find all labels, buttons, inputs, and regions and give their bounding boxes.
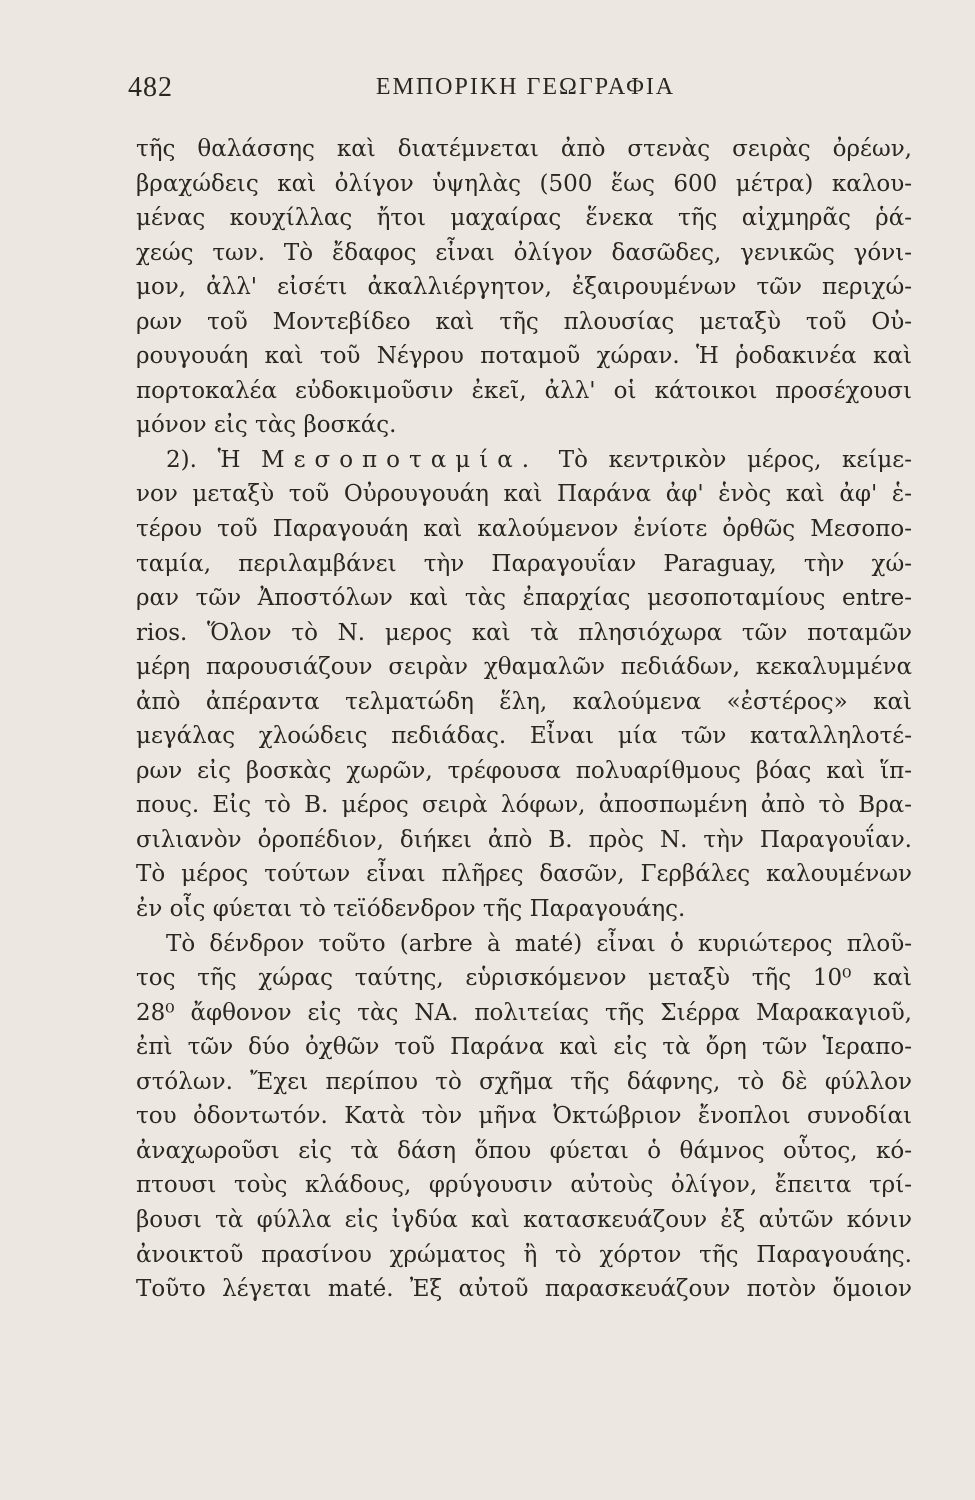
page-header — [128, 72, 923, 112]
text-line: ραν τῶν Ἀποστόλων καὶ τὰς ἐπαρχίας μεσοποταμίους entre- — [136, 585, 912, 612]
text-line: τος τῆς χώρας ταύτης, εὑρισκόμενον μεταξὺ τῆς 10⁰ καὶ — [136, 965, 912, 992]
text-line: μόνον εἰς τὰς βοσκάς. — [136, 412, 397, 439]
text-line: στόλων. Ἔχει περίπου τὸ σχῆμα τῆς δάφνης, τὸ δὲ φύλλον — [136, 1068, 912, 1095]
section-heading-line — [136, 443, 912, 478]
text-line: ἀπὸ ἀπέραντα τελματώδη ἕλη, καλούμενα «ἐστέρος» καὶ — [136, 688, 912, 715]
text-line: νον μεταξὺ τοῦ Οὐρουγουάη καὶ Παράνα ἀφ' ἑνὸς καὶ ἀφ' ἑ- — [136, 481, 912, 508]
text-line: μεγάλας χλοώδεις πεδιάδας. Εἶναι μία τῶν καταλληλοτέ- — [136, 723, 912, 750]
text-line: πτουσι τοὺς κλάδους, φρύγουσιν αὐτοὺς ὀλίγον, ἔπειτα τρί- — [136, 1172, 912, 1199]
text-line: ἐν οἷς φύεται τὸ τεϊόδενδρον τῆς Παραγουάης. — [136, 896, 686, 923]
text-line: μένας κουχίλλας ἤτοι μαχαίρας ἕνεκα τῆς αἰχμηρᾶς ῥά- — [136, 205, 912, 232]
section-number: 2). Ἡ — [166, 446, 241, 473]
text-line: τῆς θαλάσσης καὶ διατέμνεται ἀπὸ στενὰς σειρὰς ὀρέων, — [136, 136, 912, 162]
text-line: σιλιανὸν ὀροπέδιον, διήκει ἀπὸ Β. πρὸς Ν. τὴν Παραγουΐαν. — [136, 826, 912, 853]
text-line: ταμία, περιλαμβάνει τὴν Παραγουΐαν Paraguay, τὴν χώ- — [136, 550, 912, 577]
text-line: μον, ἀλλ' εἰσέτι ἀκαλλιέργητον, ἐξαιρουμένων τῶν περιχώ- — [136, 274, 912, 301]
text-line: ἀναχωροῦσι εἰς τὰ δάση ὅπου φύεται ὁ θάμνος οὗτος, κό- — [136, 1137, 912, 1164]
text-line: ρων τοῦ Μοντεβίδεο καὶ τῆς πλουσίας μεταξὺ τοῦ Οὐ- — [136, 308, 912, 335]
text-line: τέρου τοῦ Παραγουάη καὶ καλούμενον ἐνίοτε ὀρθῶς Μεσοπο- — [136, 516, 912, 543]
text-line: ἐπὶ τῶν δύο ὀχθῶν τοῦ Παράνα καὶ εἰς τὰ ὄρη τῶν Ἱεραπο- — [136, 1034, 912, 1061]
text-line: μέρη παρουσιάζουν σειρὰν χθαμαλῶν πεδιάδων, κεκαλυμμένα — [136, 654, 912, 681]
text-line: ἀνοικτοῦ πρασίνου χρώματος ἢ τὸ χόρτον τῆς Παραγουάης. — [136, 1241, 912, 1268]
section-title: Μεσοποταμία. — [261, 446, 539, 473]
text-line: του ὀδοντωτόν. Κατὰ τὸν μῆνα Ὀκτώβριον ἔνοπλοι συνοδίαι — [136, 1103, 912, 1130]
text-line: Τὸ δένδρον τοῦτο (arbre à maté) εἶναι ὁ κυριώτερος πλοῦ- — [166, 930, 912, 957]
text-line: ρων εἰς βοσκὰς χωρῶν, τρέφουσα πολυαρίθμους βόας καὶ ἵπ- — [136, 757, 912, 784]
text-line: Τὸ μέρος τούτων εἶναι πλῆρες δασῶν, Γερβάλες καλουμένων — [136, 861, 912, 888]
text-line: ρουγουάη καὶ τοῦ Νέγρου ποταμοῦ χώραν. Ἡ ῥοδακινέα καὶ — [136, 343, 912, 370]
text-line: βουσι τὰ φύλλα εἰς ἰγδύα καὶ κατασκευάζουν ἐξ αὐτῶν κόνιν — [136, 1206, 912, 1233]
page-number: 482 — [128, 72, 173, 103]
text-line: 28⁰ ἄφθονον εἰς τὰς ΝΑ. πολιτείας τῆς Σιέρρα Μαρακαγιοῦ, — [136, 999, 912, 1026]
text-line: rios. Ὅλον τὸ Ν. μερος καὶ τὰ πλησιόχωρα τῶν ποταμῶν — [136, 619, 912, 646]
text-line: πορτοκαλέα εὐδοκιμοῦσιν ἐκεῖ, ἀλλ' οἱ κάτοικοι προσέχουσι — [136, 377, 912, 404]
body-text — [136, 132, 912, 1307]
section-text: Τὸ κεντρικὸν μέρος, κείμε- — [558, 446, 912, 473]
text-line: πους. Εἰς τὸ Β. μέρος σειρὰ λόφων, ἀποσπωμένη ἀπὸ τὸ Βρα- — [136, 792, 912, 819]
text-line: βραχώδεις καὶ ὀλίγον ὑψηλὰς (500 ἕως 600 μέτρα) καλου- — [136, 170, 912, 197]
running-title: ΕΜΠΟΡΙΚΗ ΓΕΩΓΡΑΦΙΑ — [375, 74, 676, 100]
text-line: χεώς των. Τὸ ἔδαφος εἶναι ὀλίγον δασῶδες, γενικῶς γόνι- — [136, 239, 912, 266]
text-line: Τοῦτο λέγεται maté. Ἐξ αὐτοῦ παρασκευάζουν ποτὸν ὅμοιον — [136, 1276, 912, 1303]
